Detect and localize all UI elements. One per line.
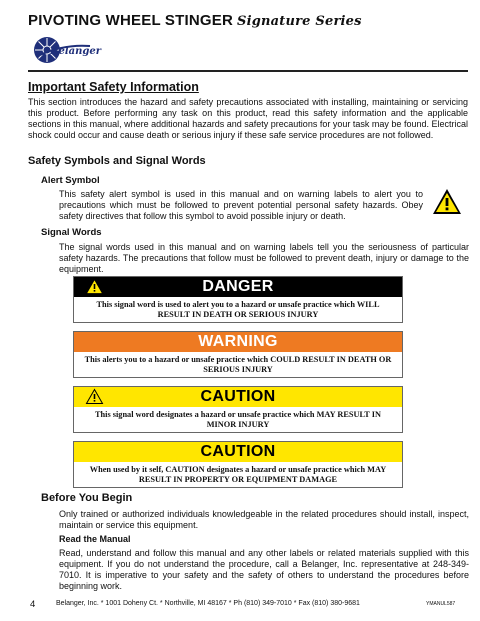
alert-symbol-heading: Alert Symbol bbox=[41, 175, 100, 186]
caution-property-description: When used by it self, CAUTION designates a hazard or unsafe practice which MAY RESULT IN PROPERTY OR EQUIPMENT DAMAGE bbox=[89, 465, 387, 484]
document-title bbox=[28, 12, 362, 29]
footer-address: Belanger, Inc. * 1001 Doheny Ct. * Northville, MI 48167 * Ph (810) 349-7010 * Fax (810) 380-9681 bbox=[56, 600, 360, 607]
read-manual-paragraph: Read, understand and follow this manual and any other labels or related materials supplied with this equipment. If you do not understand the procedure, call a Belanger, Inc. representative at 248-349-7010. It is imperative to your safety and the safety of others to understand the procedures before beginning work. bbox=[59, 548, 469, 591]
danger-description: This signal word is used to alert you to a hazard or unsafe practice which WILL RESULT IN DEATH OR SERIOUS INJURY bbox=[96, 300, 380, 319]
intro-paragraph: This section introduces the hazard and safety precautions associated with installing, maintaining or servicing this product. Before performing any task on this product, read this safety information and the applicable sections in this manual, where additional hazards and safety precautions for your task may be found. Electrical shock could occur and cause death or serious injury if these safe service procedures are not followed. bbox=[28, 97, 468, 140]
caution-band bbox=[74, 387, 402, 407]
signal-words-paragraph: The signal words used in this manual and on warning labels tell you the seriousness of particular safety hazards. The precautions that follow must be followed to prevent death, injury or damage to the equipment. bbox=[59, 242, 469, 274]
warning-description: This alerts you to a hazard or unsafe practice which COULD RESULT IN DEATH OR SERIOUS INJURY bbox=[84, 355, 392, 374]
before-you-begin-paragraph: Only trained or authorized individuals knowledgeable in the related procedures should install, inspect, maintain or service this equipment. bbox=[59, 509, 469, 530]
before-you-begin-heading: Before You Begin bbox=[41, 492, 133, 504]
document-code: YMANUL587 bbox=[426, 601, 456, 607]
read-manual-heading: Read the Manual bbox=[59, 534, 131, 544]
danger-word: DANGER bbox=[202, 278, 274, 295]
warning-word: WARNING bbox=[198, 333, 278, 350]
caution-property-word: CAUTION bbox=[200, 443, 276, 460]
warning-label bbox=[73, 331, 403, 378]
caution-property-band bbox=[74, 442, 402, 462]
caution-label bbox=[73, 386, 403, 433]
alert-symbol-paragraph: This safety alert symbol is used in this manual and on warning labels to alert you to precautions which must be followed to prevent potential personal safety hazards. Obey safety directives that follow this symbol to avoid possible injury or death. bbox=[59, 189, 423, 221]
product-title: PIVOTING WHEEL STINGER bbox=[28, 12, 233, 29]
symbols-heading: Safety Symbols and Signal Words bbox=[28, 155, 206, 167]
signal-words-heading: Signal Words bbox=[41, 227, 102, 238]
warning-triangle-icon bbox=[432, 188, 462, 215]
header-divider bbox=[28, 70, 468, 72]
section-heading: Important Safety Information bbox=[28, 80, 199, 94]
series-title: Signature Series bbox=[236, 14, 362, 29]
belanger-logo bbox=[34, 34, 101, 66]
caution-description: This signal word designates a hazard or unsafe practice which MAY RESULT IN MINOR INJURY bbox=[95, 410, 381, 429]
caution-word: CAUTION bbox=[200, 388, 276, 405]
caution-property-label bbox=[73, 441, 403, 488]
logo-wordmark: Belanger bbox=[50, 46, 101, 57]
warning-band bbox=[74, 332, 402, 352]
danger-label bbox=[73, 276, 403, 323]
page-number: 4 bbox=[30, 599, 36, 610]
danger-band bbox=[74, 277, 402, 297]
